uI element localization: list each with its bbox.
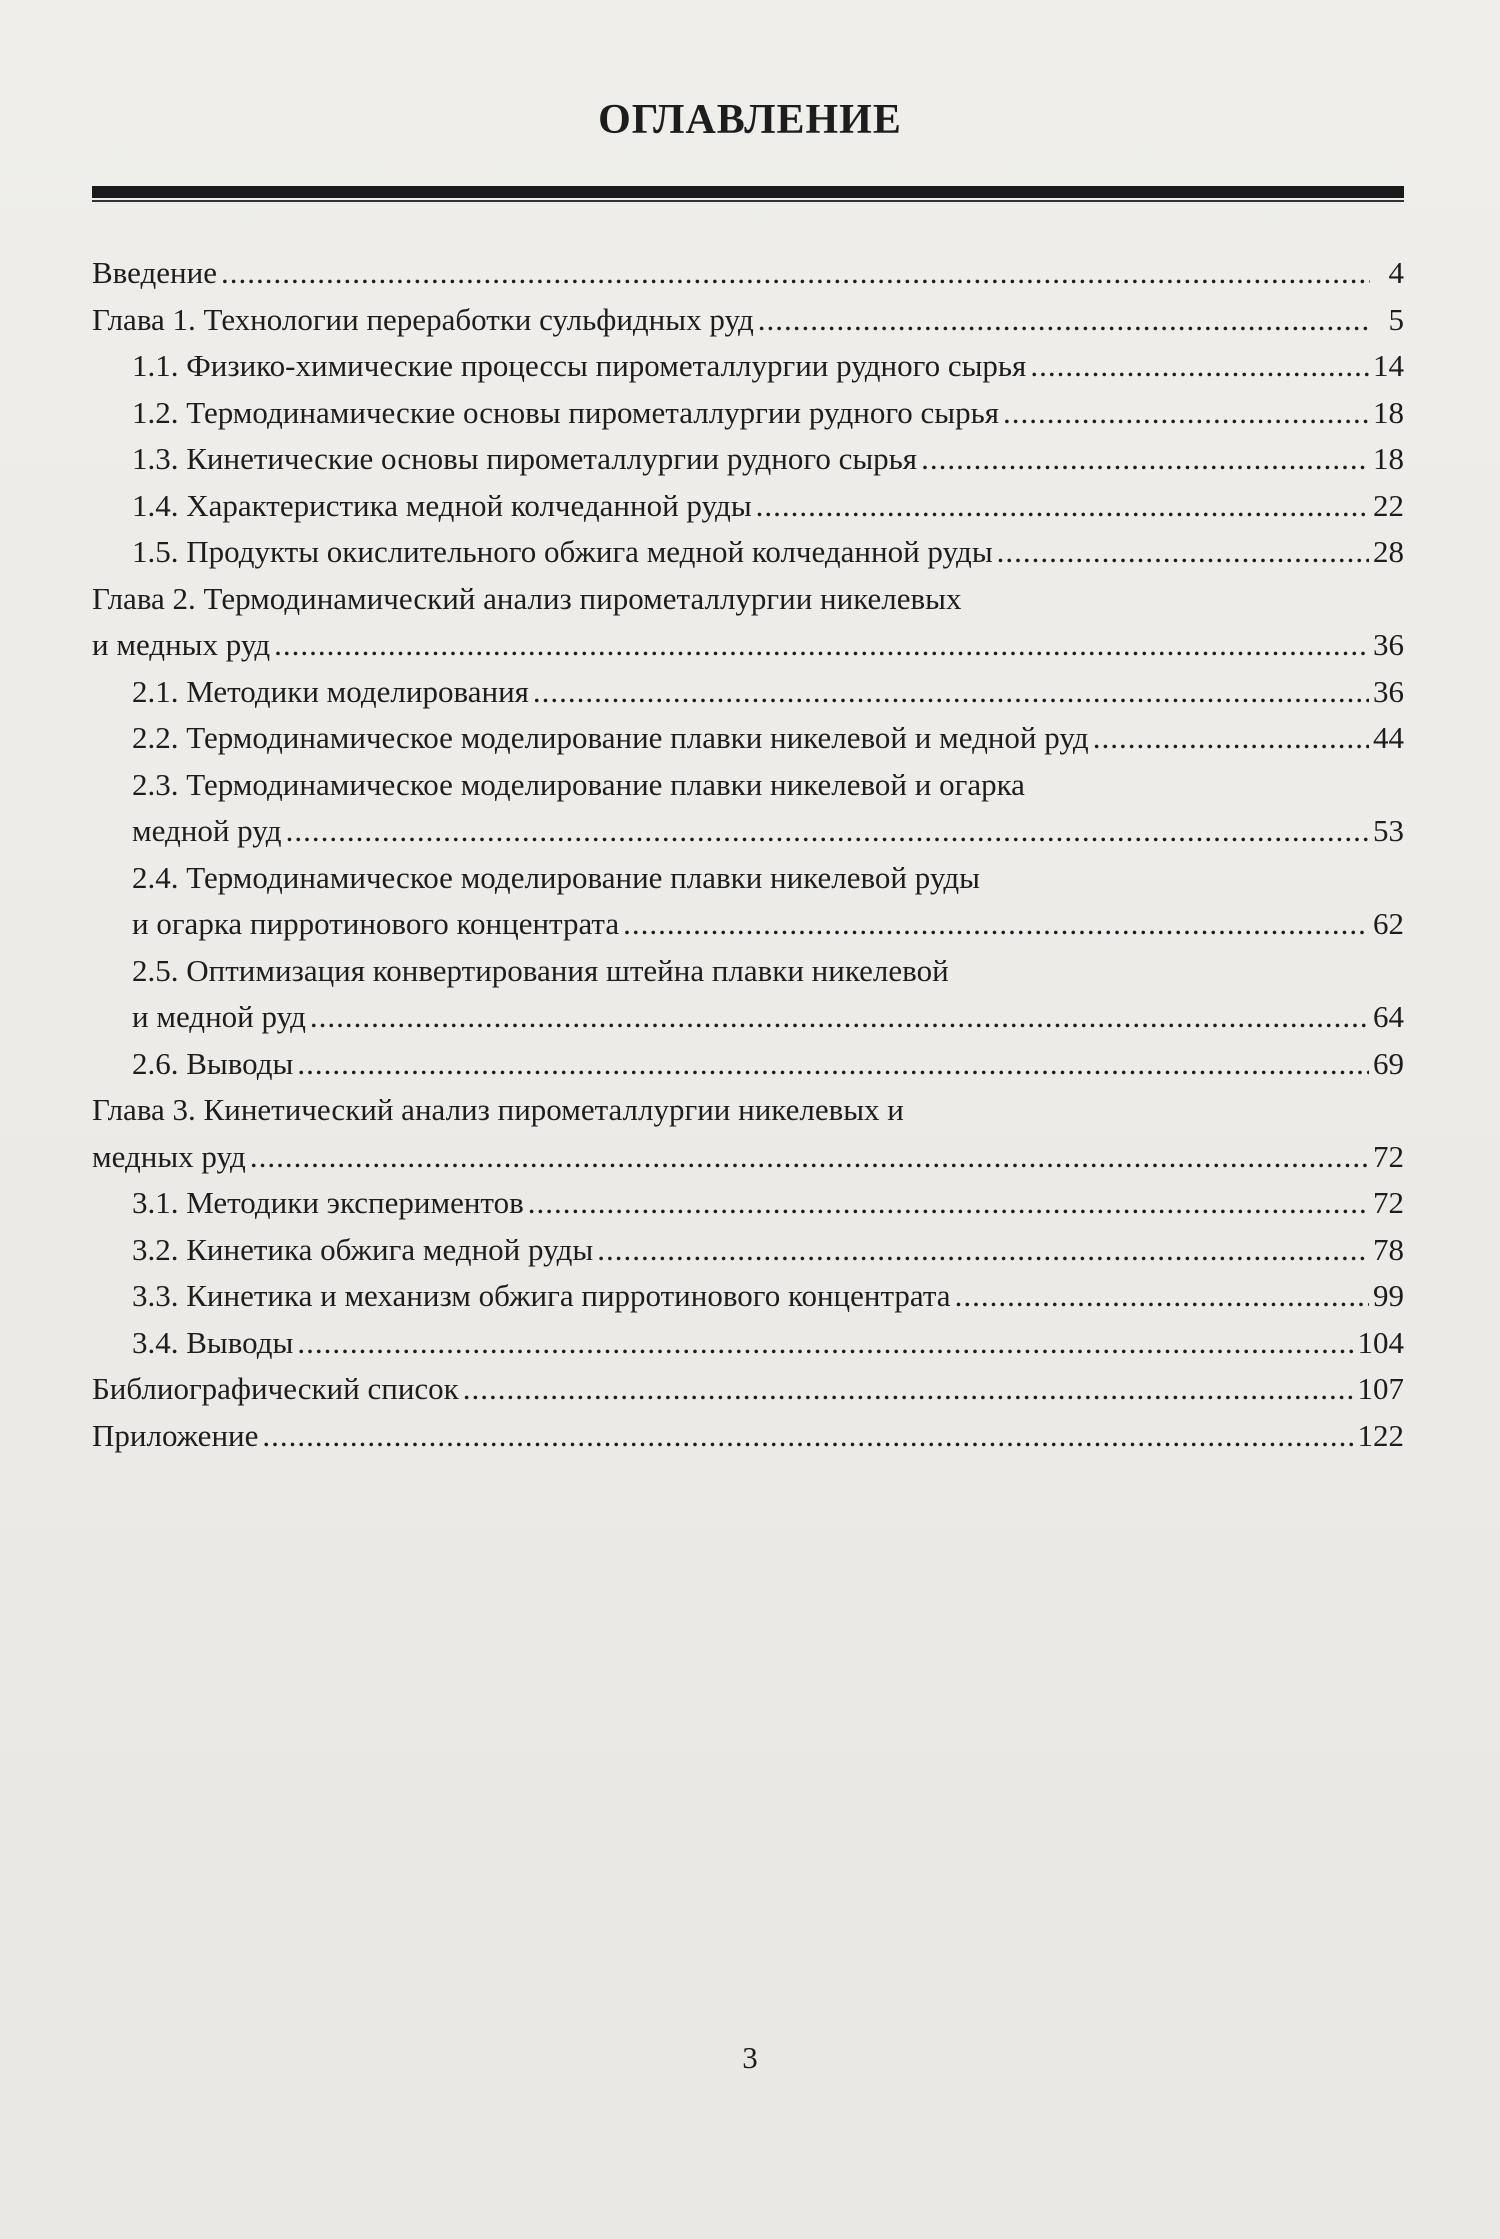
toc-entry-page: 53 — [1373, 813, 1404, 848]
toc-entry-first-line: 2.3. Термодинамическое моделирование плавки никелевой и огарка — [132, 766, 1025, 802]
toc-entry-label: 3.2. Кинетика обжига медной руды — [132, 1231, 594, 1267]
toc-entry-page: 64 — [1373, 999, 1404, 1034]
toc-entry-page: 72 — [1373, 1185, 1404, 1220]
toc-entry-first-line: Глава 3. Кинетический анализ пирометаллургии никелевых и — [92, 1092, 904, 1127]
toc-entry-label: Глава 1. Технологии переработки сульфидных руд — [92, 301, 754, 337]
toc-entry[interactable] — [92, 1180, 1404, 1227]
toc-entry-label: и огарка пирротинового концентрата — [132, 906, 620, 941]
toc-entry-label: 1.3. Кинетические основы пирометаллургии рудного сырья — [132, 441, 918, 476]
toc-leader-dots — [310, 994, 1369, 1041]
toc-entry-page: 69 — [1373, 1045, 1404, 1081]
toc-entry-label: 2.6. Выводы — [132, 1045, 294, 1081]
toc-entry-page: 18 — [1373, 441, 1404, 476]
toc-entry-label: 1.1. Физико-химические процессы пирометаллургии рудного сырья — [132, 348, 1027, 383]
toc-entry[interactable] — [92, 297, 1404, 344]
toc-entry-label: 1.5. Продукты окислительного обжига медной колчеданной руды — [132, 534, 993, 569]
toc-entry-page: 5 — [1388, 301, 1404, 337]
toc-entry-label: 2.2. Термодинамическое моделирование плавки никелевой и медной руд — [132, 720, 1089, 755]
toc-leader-dots — [528, 1180, 1369, 1227]
toc-entry-first-line: Глава 2. Термодинамический анализ пирометаллургии никелевых — [92, 580, 962, 616]
toc-entry-label: 3.4. Выводы — [132, 1324, 294, 1360]
page-title: ОГЛАВЛЕНИЕ — [598, 97, 902, 143]
toc-entry-page: 18 — [1373, 394, 1404, 430]
toc-entry[interactable] — [92, 1413, 1404, 1460]
toc-entry-label: медных руд — [92, 1138, 246, 1174]
toc-leader-dots — [463, 1366, 1354, 1413]
toc-entry-page: 107 — [1357, 1371, 1404, 1406]
toc-entry-label: 1.2. Термодинамические основы пирометаллургии рудного сырья — [132, 394, 1000, 430]
toc-entry[interactable] — [92, 762, 1404, 855]
toc-entry-page: 36 — [1373, 673, 1404, 709]
toc-entry-page: 36 — [1373, 627, 1404, 662]
toc-entry-page: 22 — [1373, 487, 1404, 523]
toc-entry-label: Введение — [92, 255, 217, 290]
toc-leader-dots — [756, 483, 1369, 530]
toc-entry-page: 4 — [1388, 255, 1404, 290]
toc-entry[interactable] — [92, 1273, 1404, 1320]
toc-entry-page: 72 — [1373, 1138, 1404, 1174]
toc-entry-page: 28 — [1373, 534, 1404, 569]
toc-entry-page: 44 — [1373, 720, 1404, 755]
toc-entry[interactable] — [92, 576, 1404, 669]
page-number: 3 — [742, 2040, 758, 2075]
toc-entry-first-line: 2.5. Оптимизация конвертирования штейна плавки никелевой — [132, 952, 949, 988]
toc-leader-dots — [955, 1273, 1369, 1320]
toc-leader-dots — [921, 436, 1369, 483]
toc-entry[interactable] — [92, 715, 1404, 762]
toc-entry-page: 99 — [1373, 1278, 1404, 1313]
toc-entry[interactable] — [92, 855, 1404, 948]
toc-entry-label: и медной руд — [132, 999, 306, 1034]
toc-entry[interactable] — [92, 1087, 1404, 1180]
toc-leader-dots — [533, 669, 1369, 716]
toc-leader-dots — [221, 250, 1370, 297]
toc-entry[interactable] — [92, 483, 1404, 530]
toc-entry-label: 3.3. Кинетика и механизм обжига пирротинового концентрата — [132, 1278, 951, 1313]
toc-entry[interactable] — [92, 390, 1404, 437]
toc-leader-dots — [1030, 343, 1369, 390]
toc-entry[interactable] — [92, 948, 1404, 1041]
toc-entry[interactable] — [92, 343, 1404, 390]
toc-entry-label: и медных руд — [92, 627, 271, 662]
toc-leader-dots — [758, 297, 1370, 344]
table-of-contents — [92, 250, 1404, 1459]
toc-entry-label: 1.4. Характеристика медной колчеданной руды — [132, 487, 752, 523]
toc-leader-dots — [297, 1320, 1353, 1367]
toc-entry[interactable] — [92, 1320, 1404, 1367]
toc-entry[interactable] — [92, 1227, 1404, 1274]
toc-entry-page: 14 — [1373, 348, 1404, 383]
toc-leader-dots — [623, 901, 1369, 948]
toc-entry[interactable] — [92, 669, 1404, 716]
toc-entry-page: 62 — [1373, 906, 1404, 941]
toc-leader-dots — [286, 808, 1369, 855]
toc-entry-page: 78 — [1373, 1231, 1404, 1267]
toc-entry[interactable] — [92, 1366, 1404, 1413]
toc-leader-dots — [597, 1227, 1369, 1274]
toc-leader-dots — [250, 1134, 1369, 1181]
toc-leader-dots — [997, 529, 1369, 576]
toc-entry[interactable] — [92, 529, 1404, 576]
toc-entry[interactable] — [92, 1041, 1404, 1088]
toc-entry-first-line: 2.4. Термодинамическое моделирование плавки никелевой руды — [132, 859, 981, 895]
toc-entry-label: 3.1. Методики экспериментов — [132, 1185, 524, 1220]
toc-entry-label: медной руд — [132, 813, 282, 848]
toc-entry-label: Приложение — [92, 1417, 259, 1453]
toc-leader-dots — [1003, 390, 1369, 437]
toc-leader-dots — [262, 1413, 1353, 1460]
toc-entry-page: 104 — [1357, 1324, 1404, 1360]
toc-entry[interactable] — [92, 436, 1404, 483]
toc-entry-page: 122 — [1357, 1417, 1404, 1453]
toc-entry-label: Библиографический список — [92, 1371, 459, 1406]
toc-entry-label: 2.1. Методики моделирования — [132, 673, 529, 709]
toc-leader-dots — [274, 622, 1369, 669]
toc-leader-dots — [1093, 715, 1369, 762]
toc-entry[interactable] — [92, 250, 1404, 297]
title-divider — [92, 186, 1404, 198]
toc-leader-dots — [297, 1041, 1369, 1088]
